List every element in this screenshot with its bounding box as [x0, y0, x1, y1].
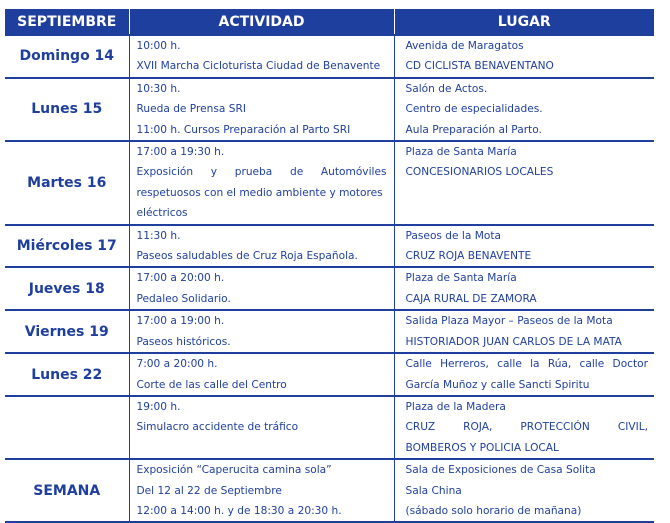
actividad-line: 17:00 a 19:00 h. — [136, 315, 225, 328]
lugar-line: Salón de Actos. — [405, 82, 488, 95]
actividad-line: Paseos históricos. — [136, 335, 231, 348]
actividad-line: 10:00 h. — [136, 40, 181, 52]
table-row — [5, 225, 654, 268]
lugar-line: CONCESIONARIOS LOCALES — [405, 166, 554, 179]
actividad-line: Paseos saludables de Cruz Roja Española. — [136, 250, 358, 263]
actividad-cell — [129, 459, 394, 522]
actividad-line: 11:00 h. Cursos Preparación al Parto SRI — [136, 123, 351, 136]
actividad-cell — [129, 310, 394, 353]
lugar-cell — [394, 141, 654, 225]
table-row — [5, 141, 654, 225]
lugar-line: (sábado solo horario de mañana) — [405, 504, 582, 517]
actividad-cell — [129, 353, 394, 396]
table-row — [5, 459, 654, 522]
lugar-cell — [394, 267, 654, 310]
actividad-line: Simulacro accidente de tráfico — [136, 421, 299, 434]
actividad-line: Exposición y prueba de Automóviles — [136, 166, 387, 179]
day-cell: Domingo 14 — [19, 48, 115, 65]
lugar-cell — [394, 78, 654, 141]
lugar-cell — [394, 310, 654, 353]
header-actividad: ACTIVIDAD — [129, 9, 394, 35]
actividad-line: Exposición “Caperucita camina sola” — [136, 464, 332, 477]
actividad-line: XVII Marcha Cicloturista Ciudad de Benavente — [136, 60, 381, 73]
lugar-cell — [394, 225, 654, 268]
day-cell: Viernes 19 — [24, 323, 109, 340]
table-body — [5, 35, 654, 522]
lugar-line: CAJA RURAL DE ZAMORA — [405, 292, 537, 305]
actividad-line: Corte de las calle del Centro — [136, 378, 287, 391]
actividad-line: Rueda de Prensa SRI — [136, 103, 246, 116]
header-lugar: LUGAR — [394, 9, 654, 35]
actividad-line: respetuosos con el medio ambiente y motores — [136, 186, 383, 199]
day-cell: SEMANA — [33, 482, 101, 499]
lugar-line: Sala China — [405, 484, 462, 497]
lugar-line: Salida Plaza Mayor – Paseos de la Mota — [405, 315, 613, 328]
table-header — [5, 9, 654, 35]
actividad-line: 12:00 a 14:00 h. y de 18:30 a 20:30 h. — [136, 504, 342, 517]
actividad-line: 7:00 a 20:00 h. — [136, 358, 218, 371]
table-row — [5, 353, 654, 396]
actividad-cell — [129, 141, 394, 225]
actividad-line: eléctricos — [136, 207, 188, 220]
actividad-cell — [129, 225, 394, 268]
lugar-line: Centro de especialidades. — [405, 103, 543, 116]
actividad-line: 17:00 a 20:00 h. — [136, 272, 225, 285]
lugar-line: CRUZ ROJA BENAVENTE — [405, 250, 532, 263]
lugar-line: Paseos de la Mota — [405, 229, 501, 242]
lugar-line: CD CICLISTA BENAVENTANO — [405, 60, 554, 73]
lugar-line: Plaza de Santa María — [405, 272, 517, 285]
actividad-line: 19:00 h. — [136, 400, 181, 413]
table-row — [5, 396, 654, 459]
lugar-line: García Muñoz y calle Sancti Spiritu — [405, 378, 590, 391]
day-cell — [5, 396, 129, 459]
lugar-line: Calle Herreros, calle la Rúa, calle Doctor — [405, 358, 648, 371]
actividad-line: Del 12 al 22 de Septiembre — [136, 484, 282, 497]
actividad-line: Pedaleo Solidario. — [136, 292, 231, 305]
actividad-line: 11:30 h. — [136, 229, 181, 242]
table-row — [5, 267, 654, 310]
header-septiembre: SEPTIEMBRE — [5, 9, 129, 35]
table-row — [5, 310, 654, 353]
lugar-line: Sala de Exposiciones de Casa Solita — [405, 464, 596, 477]
lugar-line: HISTORIADOR JUAN CARLOS DE LA MATA — [405, 335, 622, 348]
day-cell: Martes 16 — [27, 174, 107, 191]
actividad-line: 10:30 h. — [136, 82, 181, 95]
lugar-cell — [394, 353, 654, 396]
day-cell: Jueves 18 — [28, 280, 105, 297]
lugar-line: Plaza de la Madera — [405, 400, 506, 413]
lugar-line: Aula Preparación al Parto. — [405, 123, 542, 136]
lugar-cell — [394, 396, 654, 459]
actividad-line: 17:00 a 19:30 h. — [136, 146, 225, 159]
actividad-cell — [129, 35, 394, 78]
lugar-line: CRUZ ROJA, PROTECCIÓN CIVIL, — [405, 421, 648, 434]
table-row — [5, 35, 654, 78]
lugar-line: BOMBEROS Y POLICIA LOCAL — [405, 441, 559, 454]
actividad-cell — [129, 396, 394, 459]
day-cell: Miércoles 17 — [16, 238, 117, 255]
lugar-cell — [394, 459, 654, 522]
day-cell: Lunes 15 — [31, 101, 103, 118]
table-row — [5, 78, 654, 141]
lugar-cell — [394, 35, 654, 78]
lugar-line: Plaza de Santa María — [405, 146, 517, 159]
actividad-cell — [129, 267, 394, 310]
actividad-cell — [129, 78, 394, 141]
events-table — [5, 9, 654, 523]
lugar-line: Avenida de Maragatos — [405, 40, 524, 52]
day-cell: Lunes 22 — [31, 366, 103, 383]
